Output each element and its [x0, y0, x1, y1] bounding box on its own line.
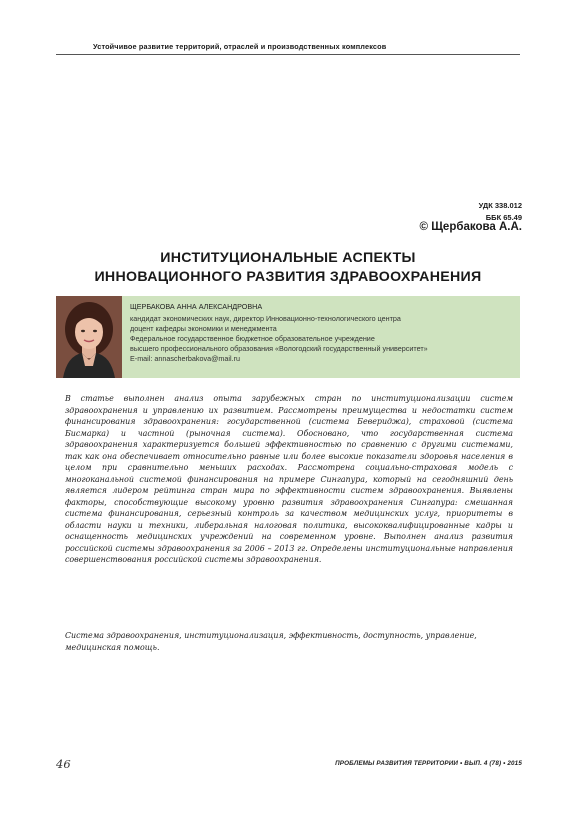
author-organization-line2: высшего профессионального образования «Вологодский государственный университет» [130, 344, 428, 353]
journal-footer: ПРОБЛЕМЫ РАЗВИТИЯ ТЕРРИТОРИИ • ВЫП. 4 (78) • 2015 [335, 760, 522, 767]
title-line-1: ИНСТИТУЦИОНАЛЬНЫЕ АСПЕКТЫ [160, 250, 416, 266]
author-name: ЩЕРБАКОВА АННА АЛЕКСАНДРОВНА [130, 302, 263, 311]
udk-code: УДК 338.012 [478, 201, 522, 210]
title-line-2: ИННОВАЦИОННОГО РАЗВИТИЯ ЗДРАВООХРАНЕНИЯ [94, 269, 482, 285]
bbk-code: ББК 65.49 [485, 212, 522, 222]
author-email: E-mail: annascherbakova@mail.ru [130, 354, 240, 363]
copyright: © Щербакова А.А. [419, 221, 522, 233]
classification-codes [479, 200, 522, 223]
author-photo [56, 296, 122, 378]
running-head: Устойчивое развитие территорий, отраслей и производственных комплексов [93, 42, 387, 51]
author-position: кандидат экономических наук, директор Инновационно-технологического центра [130, 314, 401, 323]
author-department: доцент кафедры экономики и менеджмента [130, 324, 277, 333]
article-title [56, 249, 520, 287]
header-rule [56, 54, 520, 55]
keywords: Система здравоохранения, институционализация, эффективность, доступность, управление, медицинская помощь. [65, 631, 477, 652]
abstract: В статье выполнен анализ опыта зарубежных стран по институционализации систем здравоохранения и управлению их развитием. Рассмотрены преимущества и недостатки систем финансирования здравоохранения: государственной (система Бевериджа), страховой (система Бисмарка) и частной (рыночная система). Обосновано, что государственная система здравоохранения характеризуется большей эффективностью по сравнению с другими системами, так как она обеспечивает относительно равные или более высокие показатели здоровья населения в целом при сравнительно меньших расходах. Рассмотрена социально-страховая модель с многоканальной системой финансирования на примере Сингапура, который на сегодняшний день является лидером рейтинга стран мира по эффективности систем здравоохранения. Выявлены факторы, способствующие высокому уровню развития здравоохранения Сингапура: смешанная система финансирования, серьезный контроль за качеством медицинских услуг, приоритеты в области науки и техники, либеральная налоговая политика, высококвалифицированные кадры и оснащенность медицинских учреждений на современном уровне. Выполнен анализ развития российской системы здравоохранения за 2006 – 2013 гг. Определены институциональные направления совершенствования российской системы здравоохранения. [65, 394, 513, 564]
page-number: 46 [56, 757, 71, 771]
author-details [122, 296, 522, 364]
author-organization-line1: Федеральное государственное бюджетное образовательное учреждение [130, 334, 375, 343]
author-info-box [56, 296, 520, 378]
